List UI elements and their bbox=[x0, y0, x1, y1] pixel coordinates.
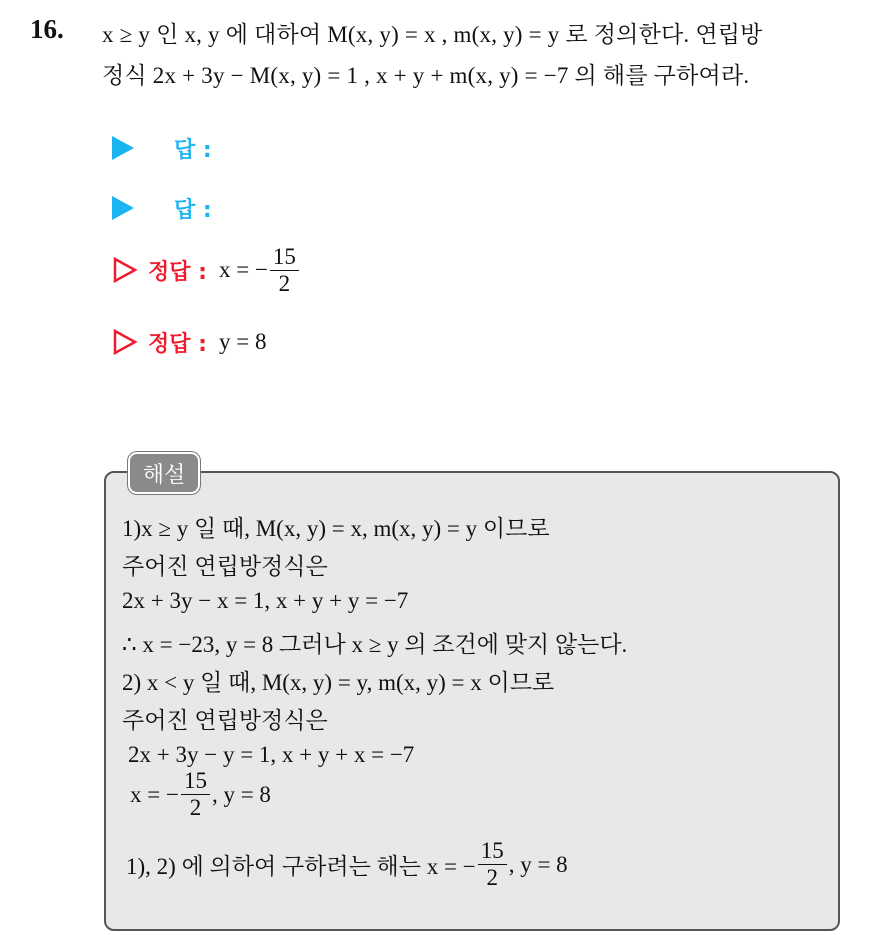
fraction-denominator: 2 bbox=[486, 865, 498, 890]
solution-final-line bbox=[126, 838, 568, 891]
answer-label: 답 : bbox=[174, 137, 212, 163]
correct-answer-value bbox=[219, 244, 301, 297]
question-number: 16. bbox=[30, 14, 64, 44]
solution-line-2: 주어진 연립방정식은 bbox=[122, 554, 328, 579]
answer-label: 답 : bbox=[174, 197, 212, 223]
outline-arrow-icon bbox=[112, 329, 138, 355]
fraction-line-lhs: x = − bbox=[130, 781, 179, 807]
play-arrow-icon bbox=[112, 136, 134, 160]
final-line-rhs: , y = 8 bbox=[508, 851, 568, 877]
fraction-denominator: 2 bbox=[278, 270, 291, 296]
fraction-numerator: 15 bbox=[270, 244, 299, 271]
question-text-line-1: x ≥ y 인 x, y 에 대하여 M(x, y) = x , m(x, y) = y 로 정의한다. 연립방 bbox=[102, 22, 763, 47]
answer-row-1[interactable] bbox=[112, 128, 212, 168]
final-line-lhs: 1), 2) 에 의하여 구하려는 해는 x = − bbox=[126, 854, 476, 879]
fraction bbox=[181, 768, 210, 821]
correct-answer-row-1 bbox=[112, 240, 301, 300]
solution-line-7: 2x + 3y − y = 1, x + y + x = −7 bbox=[128, 742, 415, 767]
fraction-denominator: 2 bbox=[189, 795, 202, 820]
fraction-line-rhs: , y = 8 bbox=[211, 781, 271, 807]
correct-answer-label: 정답 : bbox=[148, 331, 207, 357]
fraction bbox=[478, 838, 507, 891]
correct-answer-lhs: x = − bbox=[218, 257, 268, 282]
solution-line-5: 2) x < y 일 때, M(x, y) = y, m(x, y) = x 이므로 bbox=[122, 670, 555, 695]
play-arrow-icon bbox=[112, 196, 134, 220]
correct-answer-label: 정답 : bbox=[148, 259, 207, 285]
solution-line-1: 1)x ≥ y 일 때, M(x, y) = x, m(x, y) = y 이므로 bbox=[122, 516, 550, 541]
solution-line-3: 2x + 3y − x = 1, x + y + y = −7 bbox=[122, 588, 409, 613]
solution-line-4: ∴ x = −23, y = 8 그러나 x ≥ y 의 조건에 맞지 않는다. bbox=[122, 632, 628, 657]
correct-answer-row-2 bbox=[112, 322, 266, 362]
solution-line-6: 주어진 연립방정식은 bbox=[122, 708, 328, 733]
correct-answer-value: y = 8 bbox=[218, 329, 267, 354]
fraction bbox=[270, 244, 299, 297]
solution-tag: 해설 bbox=[128, 452, 200, 494]
fraction-numerator: 15 bbox=[478, 838, 507, 865]
solution-fraction-line bbox=[130, 768, 271, 821]
answer-row-2[interactable] bbox=[112, 188, 212, 228]
fraction-numerator: 15 bbox=[181, 768, 210, 795]
outline-arrow-icon bbox=[112, 257, 138, 283]
question-text-line-2: 정식 2x + 3y − M(x, y) = 1 , x + y + m(x, y) = −7 의 해를 구하여라. bbox=[102, 63, 750, 88]
